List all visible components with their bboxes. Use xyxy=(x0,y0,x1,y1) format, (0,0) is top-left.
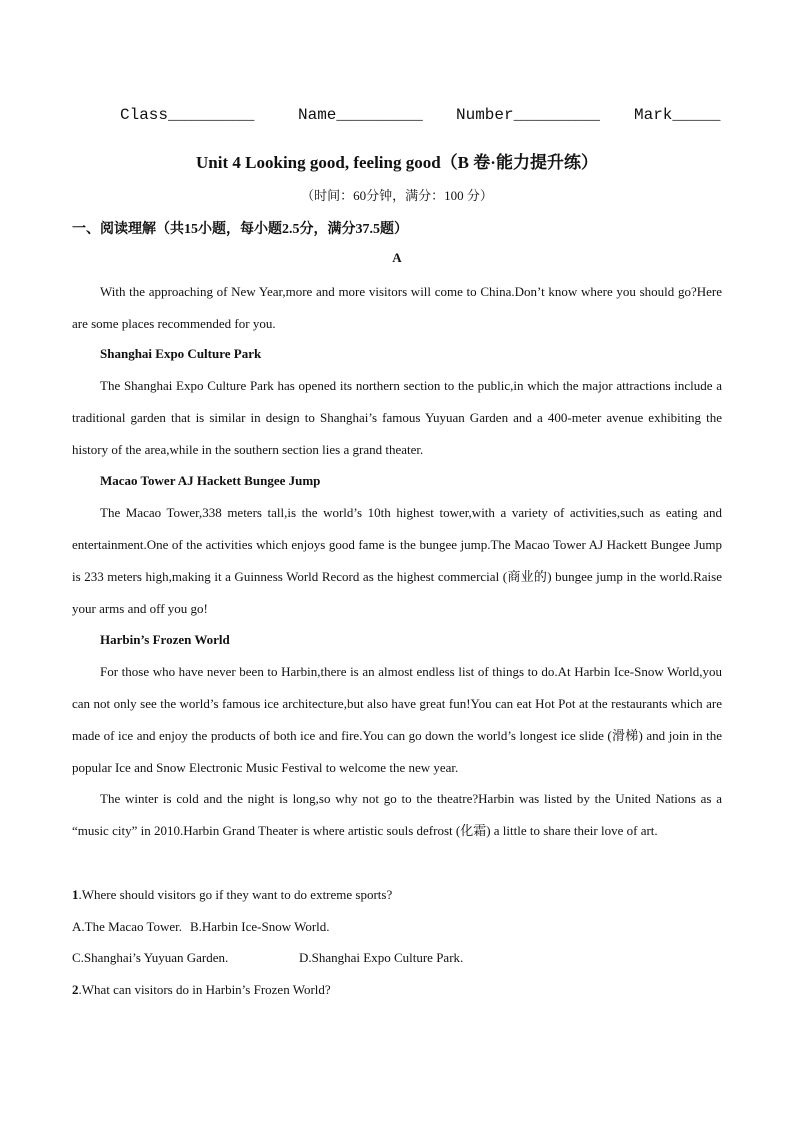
place-text-shanghai: The Shanghai Expo Culture Park has opened its northern section to the public,in which the major attractions include a traditional garden that is similar in design to Shanghai’s famous Yuyuan Garden and a 400-meter avenue exhibiting the history of the area,while in the southern section lies a grand theater. xyxy=(72,378,722,457)
option-b: B.Harbin Ice-Snow World. xyxy=(190,919,330,934)
question-number: 2 xyxy=(72,982,79,997)
passage-intro: With the approaching of New Year,more and more visitors will come to China.Don’t know where you should go?Here are some places recommended for you. xyxy=(72,284,722,331)
question-2 xyxy=(72,982,331,998)
question-1 xyxy=(72,887,392,903)
mark-field: Mark_____ xyxy=(634,106,721,124)
class-field: Class_________ xyxy=(120,106,255,124)
place-heading-shanghai: Shanghai Expo Culture Park xyxy=(100,346,262,361)
number-field: Number_________ xyxy=(456,106,601,124)
place-text-harbin: For those who have never been to Harbin,there is an almost endless list of things to do.At Harbin Ice-Snow World,you can not only see the world’s famous ice architecture,but also have great fun!You can eat Hot Pot at the restaurants which are made of ice and enjoy the products of both ice and fire.You can go down the world’s longest ice slide (滑梯) and join in the popular Ice and Snow Electronic Music Festival to welcome the new year. xyxy=(72,664,722,775)
place-heading-macao: Macao Tower AJ Hackett Bungee Jump xyxy=(100,473,321,488)
exam-time-note: （时间：60分钟，满分：100 分） xyxy=(301,188,493,203)
section-heading: 一、阅读理解（共15小题，每小题2.5分，满分37.5题） xyxy=(72,222,408,237)
option-c: C.Shanghai’s Yuyuan Garden. xyxy=(72,950,229,965)
question-text: .Where should visitors go if they want to do extreme sports? xyxy=(78,887,393,902)
question-text: .What can visitors do in Harbin’s Frozen World? xyxy=(78,982,331,997)
place-text-macao: The Macao Tower,338 meters tall,is the world’s 10th highest tower,with a variety of activities,such as eating and entertainment.One of the activities which enjoys good fame is the bungee jump.The Macao Tower AJ Hackett Bungee Jump is 233 meters high,making it a Guinness World Record as the highest commercial (商业的) bungee jump in the world.Raise your arms and off you go! xyxy=(72,505,722,616)
option-d: D.Shanghai Expo Culture Park. xyxy=(299,950,464,965)
page-title: Unit 4 Looking good, feeling good（B 卷·能力提升练） xyxy=(196,153,598,172)
name-field: Name_________ xyxy=(298,106,423,124)
passage-letter: A xyxy=(392,250,402,265)
question-number: 1 xyxy=(72,887,79,902)
place-heading-harbin: Harbin’s Frozen World xyxy=(100,632,230,647)
option-a: A.The Macao Tower. xyxy=(72,919,183,934)
place-text-harbin-theatre: The winter is cold and the night is long,so why not go to the theatre?Harbin was listed by the United Nations as a “music city” in 2010.Harbin Grand Theater is where artistic souls defrost (化霜) a little to share their love of art. xyxy=(72,791,722,838)
